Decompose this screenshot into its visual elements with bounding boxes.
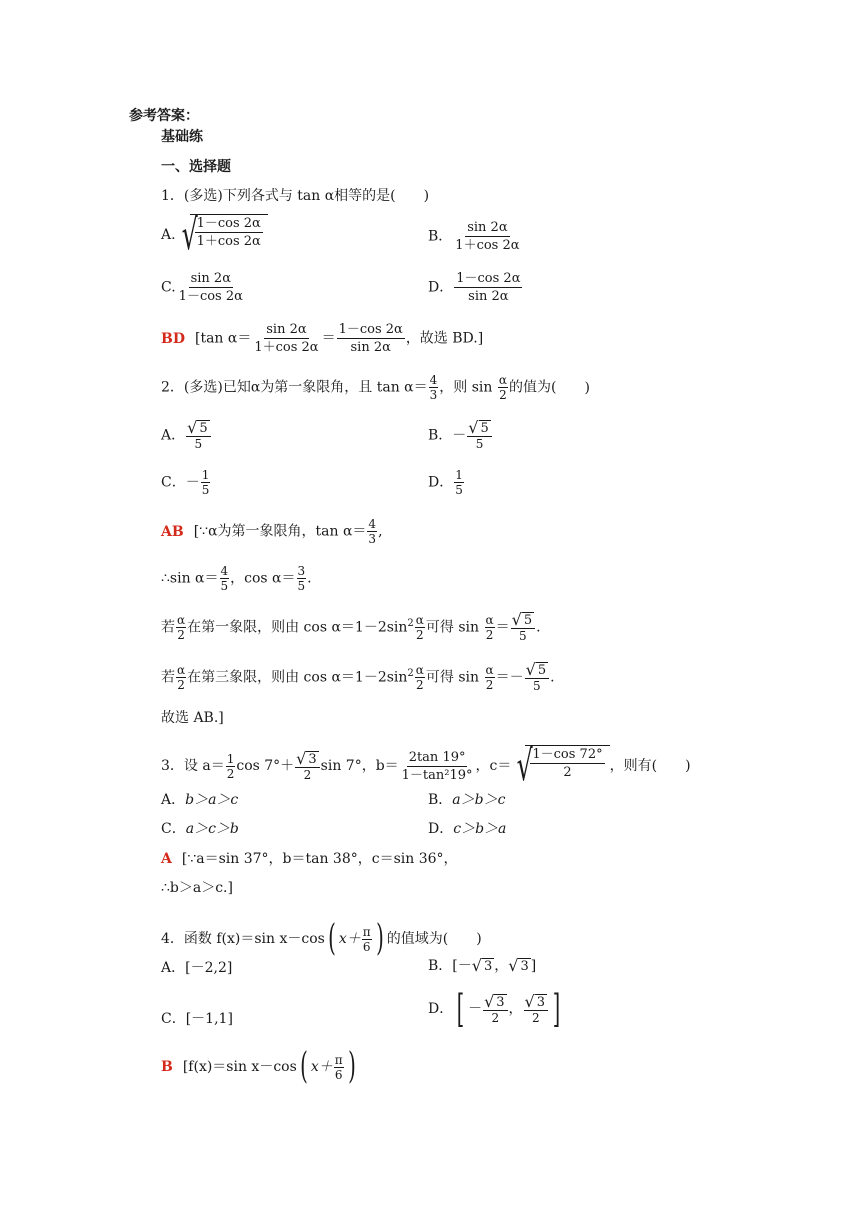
section-title: 基础练 bbox=[161, 129, 203, 145]
answer-title: 参考答案： bbox=[129, 108, 199, 124]
q3-option-a: A．b＞a＞c bbox=[161, 792, 239, 808]
q3-stem: 3．设 a＝ $\frac{1}{2}$ cos 7°＋ √ 3 2 sin 7°，b＝ $\frac{2\tan 19^\circ}{\text{1－tan²19°}}$ ，c＝ √ $\frac{1-\cos 72^\circ}{2}$ ，则有( ) bbox=[161, 741, 691, 790]
q2-option-a: A． √ 5 5 bbox=[161, 420, 212, 451]
q3-solution-1: A [∵a＝sin 37°，b＝tan 38°，c＝sin 36°， bbox=[161, 851, 458, 867]
q2-option-d: D． $\frac{1}{5}$ bbox=[428, 468, 463, 497]
q4-stem: 4．函数 f(x)＝sin x－cos ( x＋ $\frac{\pi}{6}$ ) 的值域为( ) bbox=[161, 918, 482, 959]
q2-option-c: C．－ $\frac{1}{5}$ bbox=[161, 468, 210, 497]
q4-option-b: B．[－ √ 3 ， √ 3 ] bbox=[428, 956, 537, 975]
q2-solution-1: AB [∵α为第一象限角，tan α＝ $\frac{4}{3}$ , bbox=[161, 517, 383, 546]
q1-option-c: C. $\frac{\sin 2\alpha}{1-\cos 2\alpha}$ bbox=[161, 271, 243, 304]
q1-option-a: A. √ $\frac{1-\cos 2\alpha}{1+\cos 2\alpha}$ bbox=[161, 214, 268, 256]
q2-solution-4: 若 $\frac{\alpha}{2}$ 在第三象限，则由 $\cos \alpha=1-2\sin^2$ $\frac{\alpha}{2}$ 可得 sin $\frac{\alpha}{2}$ ＝－ √ 5 5 . bbox=[161, 660, 555, 693]
q2-option-b: B．－ √ 5 5 bbox=[428, 420, 493, 451]
q1-stem: 1．(多选)下列各式与 tan α相等的是( ) bbox=[161, 188, 430, 204]
q3-option-b: B．a＞b＞c bbox=[428, 792, 506, 808]
q2-stem: 2．(多选)已知α为第一象限角，且 tan α＝ $\frac{4}{3}$ ，则 sin $\frac{\alpha}{2}$ 的值为( ) bbox=[161, 373, 590, 402]
q3-option-d: D．c＞b＞a bbox=[428, 821, 507, 837]
q1-option-b: B． $\frac{\sin 2\alpha}{1+\cos 2\alpha}$ bbox=[428, 220, 520, 253]
q1-answer: BD bbox=[161, 330, 185, 347]
q4-answer: B bbox=[161, 1059, 173, 1075]
q2-answer: AB bbox=[161, 523, 184, 540]
q4-option-d: D． [ － √ 3 2 ， √ 3 2 ] bbox=[428, 987, 561, 1031]
q2-solution-5: 故选 AB.] bbox=[161, 710, 224, 726]
q2-solution-2: ∴sin α＝ $\frac{4}{5}$ ，cos α＝ $\frac{3}{5}$ . bbox=[161, 564, 312, 593]
q3-answer: A bbox=[161, 851, 172, 867]
q3-option-c: C．a＞c＞b bbox=[161, 821, 239, 837]
q4-option-c: C．[－1,1] bbox=[161, 1011, 233, 1027]
q4-option-a: A．[－2,2] bbox=[161, 960, 233, 976]
q1-option-d: D． $\frac{1-\cos 2\alpha}{\sin 2\alpha}$ bbox=[428, 271, 521, 304]
q2-solution-3: 若 $\frac{\alpha}{2}$ 在第一象限，则由 $\cos \alpha=1-2\sin^2$ $\frac{\alpha}{2}$ 可得 sin $\frac{\alpha}{2}$ ＝ √ 5 5 . bbox=[161, 610, 541, 643]
q3-solution-2: ∴b＞a＞c.] bbox=[161, 880, 233, 896]
q1-solution: BD [tan α＝ $\frac{\sin 2\alpha}{1+\cos 2\alpha}$ ＝ $\frac{1-\cos 2\alpha}{\sin 2\alpha}$ ，故选 BD.] bbox=[161, 322, 484, 355]
q4-solution: B [f(x)＝sin x－cos ( x＋ $\frac{\pi}{6}$ ) bbox=[161, 1046, 356, 1087]
subsection-title: 一、选择题 bbox=[161, 159, 231, 175]
